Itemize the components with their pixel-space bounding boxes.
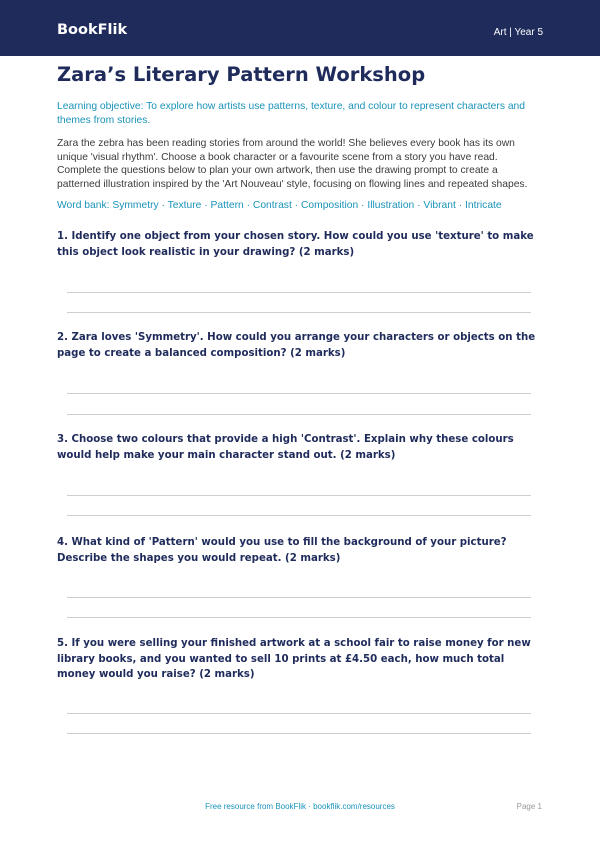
subject-year-label: Art | Year 5 — [493, 27, 543, 38]
footer-text: Free resource from BookFlik · bookflik.com/resources — [205, 802, 395, 811]
question-5: 5. If you were selling your finished artwork at a school fair to raise money for new library books, and you wanted to sell 10 prints at £4.50 each, how much total money would you raise? (2 marks) — [57, 638, 531, 680]
word-bank: Word bank: Symmetry · Texture · Pattern · Contrast · Composition · Illustration · Vibrant · Intricate — [57, 200, 502, 211]
answer-line[interactable] — [67, 393, 531, 394]
answer-line[interactable] — [67, 515, 531, 516]
answer-line[interactable] — [67, 617, 531, 618]
answer-line[interactable] — [67, 597, 531, 598]
learning-objective: Learning objective: To explore how artists use patterns, texture, and colour to represent characters and themes from stories. — [57, 101, 526, 126]
answer-line[interactable] — [67, 495, 531, 496]
answer-line[interactable] — [67, 312, 531, 313]
question-1: 1. Identify one object from your chosen story. How could you use 'texture' to make this object look realistic in your drawing? (2 marks) — [57, 231, 534, 258]
intro-paragraph: Zara the zebra has been reading stories from around the world! She believes every book has its own unique 'visual rhythm'. Choose a book character or a favourite scene from a story you have read. Complete the questions below to plan your own artwork, then use the drawing prompt to create a patterned illustration inspired by the 'Art Nouveau' style, focusing on flowing lines and repeated shapes. — [57, 138, 528, 190]
page-title: Zara’s Literary Pattern Workshop — [57, 63, 426, 86]
question-3: 3. Choose two colours that provide a high 'Contrast'. Explain why these colours would help make your main character stand out. (2 marks) — [57, 434, 514, 461]
brand-logo-text: BookFlik — [57, 22, 128, 38]
page-number: Page 1 — [516, 802, 542, 811]
question-2: 2. Zara loves 'Symmetry'. How could you arrange your characters or objects on the page to create a balanced composition? (2 marks) — [57, 332, 536, 359]
question-4: 4. What kind of 'Pattern' would you use to fill the background of your picture? Describe the shapes you would repeat. (2 marks) — [57, 537, 507, 564]
answer-line[interactable] — [67, 414, 531, 415]
answer-line[interactable] — [67, 733, 531, 734]
answer-line[interactable] — [67, 713, 531, 714]
page-header — [0, 0, 600, 56]
answer-line[interactable] — [67, 292, 531, 293]
